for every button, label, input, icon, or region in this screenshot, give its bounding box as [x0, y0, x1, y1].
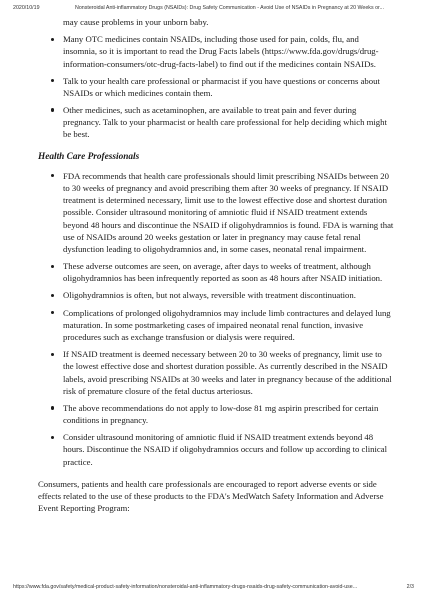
list-item: If NSAID treatment is deemed necessary between 20 to 30 weeks of pregnancy, limit use to the lowest effective dose and shortest duration possible. As currently described in the NSAID labels, avoid prescribing NSAIDs at 30 weeks and later in pregnancy because of the additional risk of premature closure of the fetal ductus arteriosus.	[48, 348, 394, 397]
list-item: Talk to your health care professional or pharmacist if you have questions or concerns about NSAIDs or which medicines contain them.	[48, 75, 394, 100]
list-item: Consider ultrasound monitoring of amniotic fluid if NSAID treatment extends beyond 48 hours. Discontinue the NSAID if oligohydramnios occurs and follow up according to clinical practice.	[48, 431, 394, 468]
hcp-advice-list	[48, 170, 394, 468]
list-item: may cause problems in your unborn baby.	[63, 17, 209, 27]
list-item: These adverse outcomes are seen, on average, after days to weeks of treatment, although oligohydramnios has been infrequently reported as soon as 48 hours after NSAID initiation.	[48, 260, 394, 285]
section-heading-health-care-professionals: Health Care Professionals	[38, 151, 140, 162]
list-item: Oligohydramnios is often, but not always, reversible with treatment discontinuation.	[48, 289, 394, 301]
list-item: Many OTC medicines contain NSAIDs, including those used for pain, colds, flu, and insomnia, so it is important to read the Drug Facts labels (https://www.fda.gov/drugs/drug-information-consumers/otc-drug-facts-label) to find out if the medicines contain NSAIDs.	[48, 33, 394, 70]
consumer-advice-list	[48, 16, 394, 141]
list-item: Complications of prolonged oligohydramnios may include limb contractures and delayed lung maturation. In some postmarketing cases of impaired neonatal renal function, invasive procedures such as exchange transfusion or dialysis were required.	[48, 307, 394, 344]
print-footer	[13, 584, 414, 594]
list-item: FDA recommends that health care professionals should limit prescribing NSAIDs between 20 to 30 weeks of pregnancy and avoid prescribing them after 30 weeks of pregnancy. If NSAID treatment is determined necessary, limit use to the lowest effective dose and shortest duration possible. Consider ultrasound monitoring of amniotic fluid if NSAID treatment extends beyond 48 hours and discontinue the NSAID if oligohydramnios is found. FDA is warning that use of NSAIDs around 20 weeks gestation or later in pregnancy may cause fetal renal dysfunction leading to oligohydramnios and, in some cases, neonatal renal impairment.	[48, 170, 394, 256]
page-number: 2/3	[406, 584, 414, 590]
reporting-paragraph: Consumers, patients and health care professionals are encouraged to report adverse events or side effects related to the use of these products to the FDA's MedWatch Safety Information and Adverse Event Reporting Program:	[38, 478, 384, 514]
print-header	[13, 5, 414, 15]
print-date: 2020/10/19	[13, 5, 40, 11]
document-body	[38, 16, 394, 515]
print-page-title: Nonsteroidal Anti-inflammatory Drugs (NSAIDs): Drug Safety Communication - Avoid Use of NSAIDs in Pregnancy at 20 Weeks or...	[75, 5, 384, 11]
list-item: Other medicines, such as acetaminophen, are available to treat pain and fever during pregnancy. Talk to your pharmacist or health care professional for help deciding which might be best.	[48, 104, 394, 141]
page-url: https://www.fda.gov/safety/medical-product-safety-information/nonsteroidal-anti-inflammatory-drugs-nsaids-drug-safety-communication-avoid-use...	[13, 584, 358, 590]
list-item: The above recommendations do not apply to low-dose 81 mg aspirin prescribed for certain conditions in pregnancy.	[48, 402, 394, 427]
